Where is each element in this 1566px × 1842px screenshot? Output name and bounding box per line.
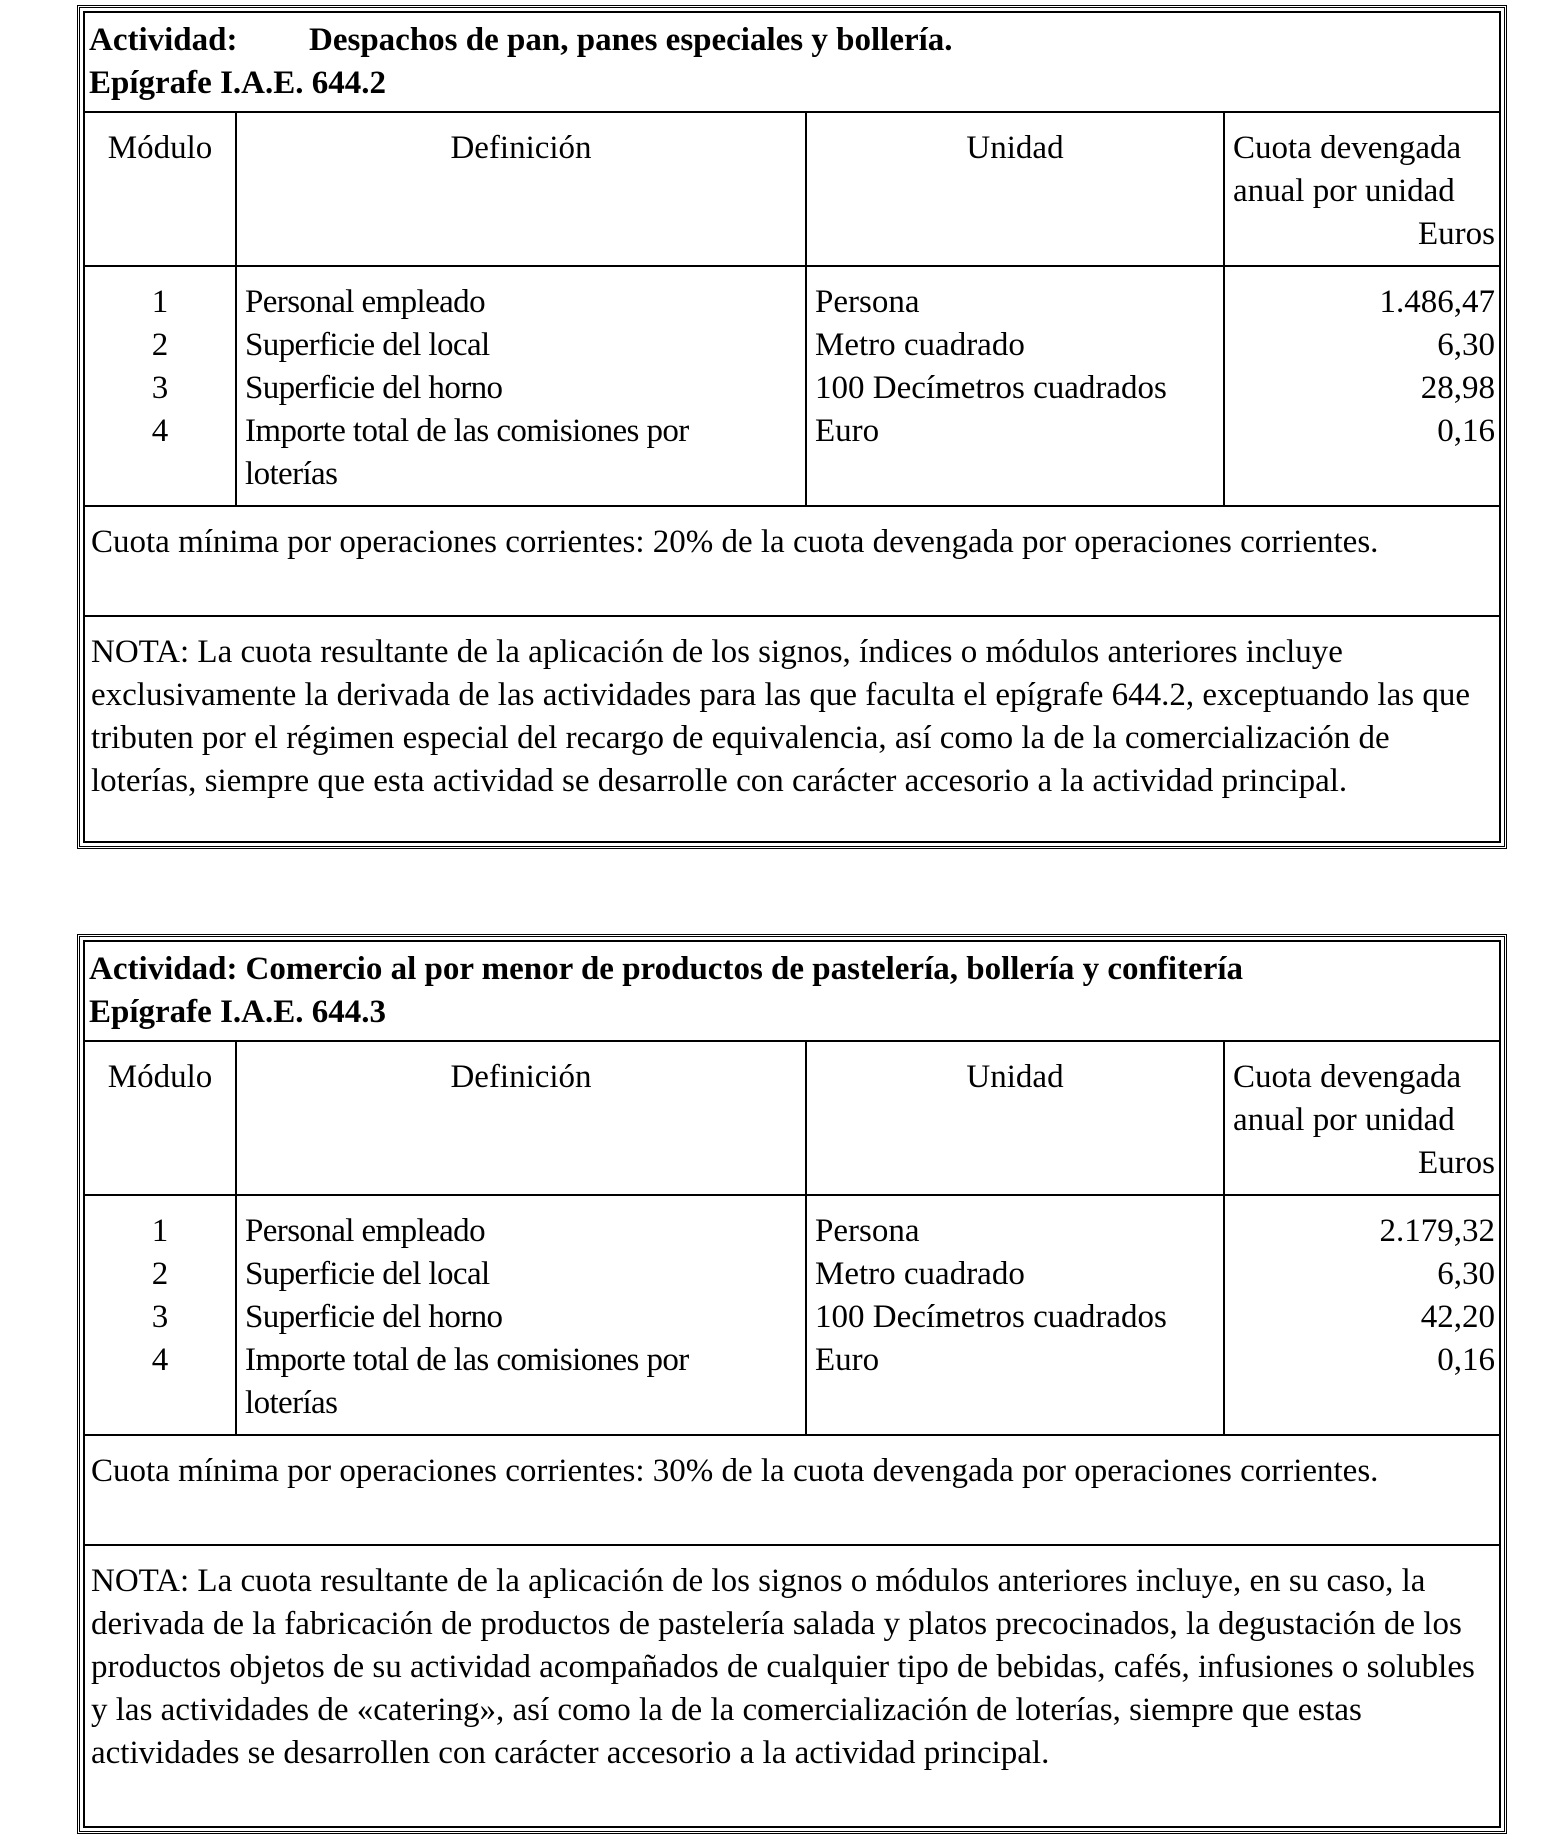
col-cuota-header: Cuota devengada anual por unidad Euros xyxy=(1233,1059,1495,1181)
table-cell: 6,30 xyxy=(1437,1256,1495,1292)
table-cell: 42,20 xyxy=(1420,1299,1495,1335)
table-cell: Persona xyxy=(815,284,920,320)
activity-header xyxy=(85,13,1499,113)
table-cell: 100 Decímetros cuadrados xyxy=(815,1299,1167,1335)
table-cell: 2 xyxy=(151,327,169,363)
table-cell: 3 xyxy=(151,370,169,406)
table-cell: 6,30 xyxy=(1437,327,1495,363)
table-cell: Personal empleado xyxy=(245,1213,485,1249)
definicion-column xyxy=(237,1196,807,1434)
col-unidad-header: Unidad xyxy=(807,113,1225,265)
col-modulo-header: Módulo xyxy=(85,113,237,265)
table-cell: Personal empleado xyxy=(245,284,485,320)
activity-label: Actividad: xyxy=(89,22,238,58)
nota: NOTA: La cuota resultante de la aplicación de los signos, índices o módulos anteriores incluye exclusivamente la derivada de las actividades para las que faculta el epígrafe 644.2, exceptuando las que tributen por el régimen especial del recargo de equivalencia, así como la de la comercialización de loterías, siempre que esta actividad se desarrolle con carácter accesorio a la actividad principal. xyxy=(91,634,1470,799)
table-cell: 100 Decímetros cuadrados xyxy=(815,370,1167,406)
table-cell: loterías xyxy=(245,456,338,492)
table-cell: 4 xyxy=(151,413,169,449)
table-cell: 2 xyxy=(151,1256,169,1292)
cuota-minima: Cuota mínima por operaciones corrientes: 20% de la cuota devengada por operaciones corrientes. xyxy=(85,507,1499,617)
activity-table-644-2 xyxy=(77,5,1507,849)
table-cell: Euro xyxy=(815,413,880,449)
table-body xyxy=(85,267,1499,507)
table-cell: Importe total de las comisiones por xyxy=(245,1342,689,1378)
table-cell: 1.486,47 xyxy=(1379,284,1495,320)
table-cell: 2.179,32 xyxy=(1379,1213,1495,1249)
unidad-column xyxy=(807,1196,1225,1434)
activity-label: Actividad: xyxy=(89,951,238,987)
table-cell: 1 xyxy=(151,284,169,320)
col-definicion-header: Definición xyxy=(237,113,807,265)
activity-name: Despachos de pan, panes especiales y bollería. xyxy=(309,22,953,58)
activity-table-644-3 xyxy=(77,934,1507,1834)
modulo-column xyxy=(85,267,237,505)
table-cell: Euro xyxy=(815,1342,880,1378)
col-modulo-header: Módulo xyxy=(85,1042,237,1194)
table-cell: 28,98 xyxy=(1420,370,1495,406)
table-cell: 3 xyxy=(151,1299,169,1335)
table-cell: 1 xyxy=(151,1213,169,1249)
epigrafe: Epígrafe I.A.E. 644.2 xyxy=(89,65,386,101)
table-cell: Metro cuadrado xyxy=(815,1256,1025,1292)
table-cell: Persona xyxy=(815,1213,920,1249)
table-cell: 0,16 xyxy=(1437,413,1495,449)
table-body xyxy=(85,1196,1499,1436)
table-cell: loterías xyxy=(245,1385,338,1421)
column-headers xyxy=(85,1042,1499,1196)
activity-name: Comercio al por menor de productos de pastelería, bollería y confitería xyxy=(245,951,1244,987)
definicion-column xyxy=(237,267,807,505)
nota: NOTA: La cuota resultante de la aplicación de los signos o módulos anteriores incluye, en su caso, la derivada de la fabricación de productos de pastelería salada y platos precocinados, la degustación de los productos objetos de su actividad acompañados de cualquier tipo de bebidas, cafés, infusiones o solubles y las actividades de «catering», así como la de la comercialización de loterías, siempre que estas actividades se desarrollen con carácter accesorio a la actividad principal. xyxy=(91,1563,1475,1771)
cuota-column xyxy=(1225,267,1499,505)
cuota-minima: Cuota mínima por operaciones corrientes: 30% de la cuota devengada por operaciones corrientes. xyxy=(85,1436,1499,1546)
modulo-column xyxy=(85,1196,237,1434)
col-unidad-header: Unidad xyxy=(807,1042,1225,1194)
table-cell: Metro cuadrado xyxy=(815,327,1025,363)
table-cell: 0,16 xyxy=(1437,1342,1495,1378)
unidad-column xyxy=(807,267,1225,505)
cuota-column xyxy=(1225,1196,1499,1434)
col-cuota-header: Cuota devengada anual por unidad Euros xyxy=(1233,130,1495,252)
table-cell: Importe total de las comisiones por xyxy=(245,413,689,449)
table-cell: Superficie del local xyxy=(245,327,490,363)
column-headers xyxy=(85,113,1499,267)
table-cell: Superficie del horno xyxy=(245,1299,503,1335)
col-definicion-header: Definición xyxy=(237,1042,807,1194)
table-cell: 4 xyxy=(151,1342,169,1378)
epigrafe: Epígrafe I.A.E. 644.3 xyxy=(89,994,386,1030)
activity-header xyxy=(85,942,1499,1042)
table-cell: Superficie del local xyxy=(245,1256,490,1292)
table-cell: Superficie del horno xyxy=(245,370,503,406)
